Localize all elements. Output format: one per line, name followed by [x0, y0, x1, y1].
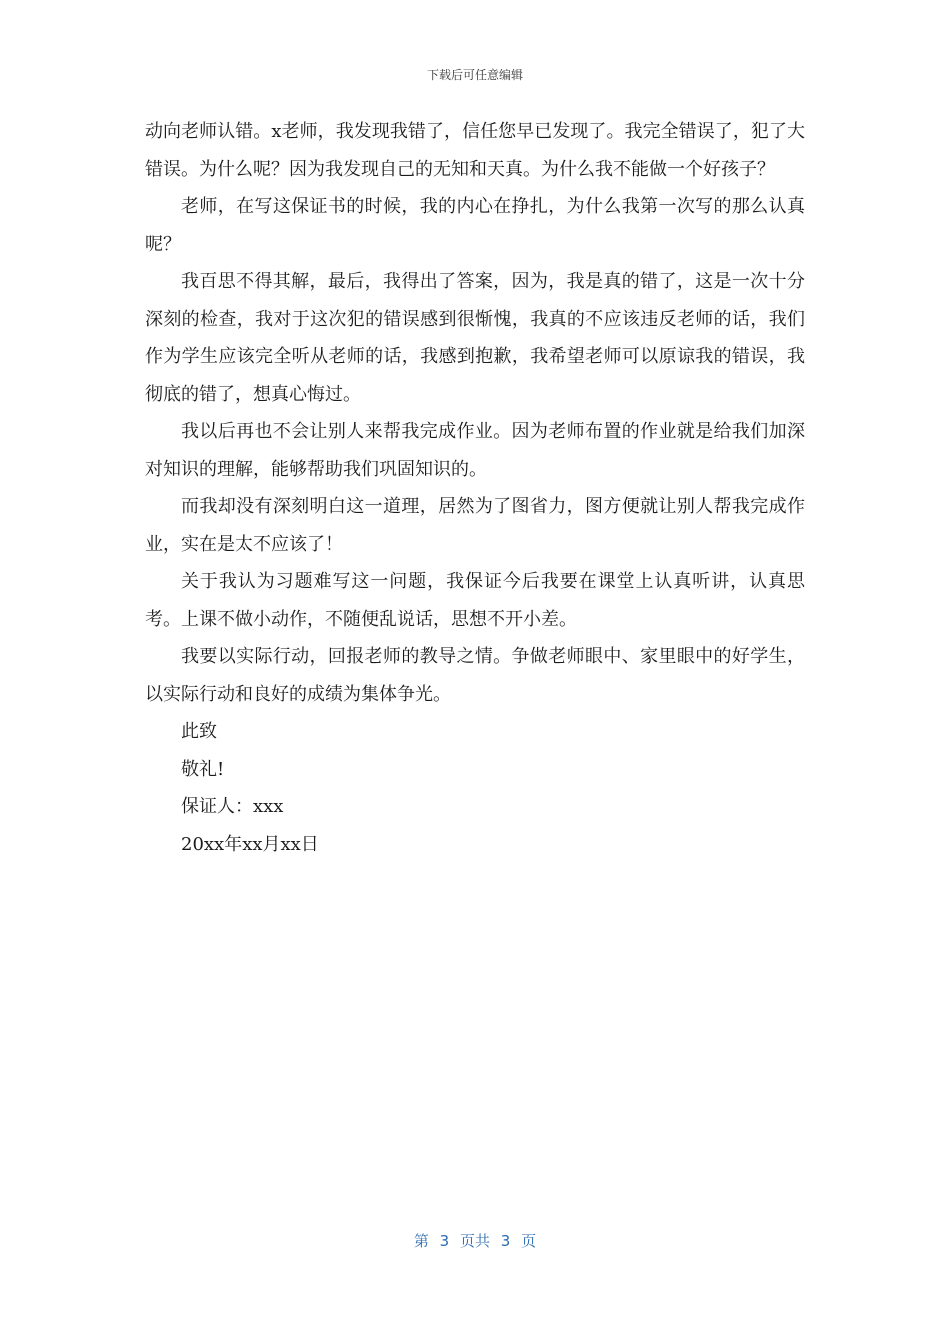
paragraph: 老师，在写这保证书的时候，我的内心在挣扎，为什么我第一次写的那么认真呢？ [145, 196, 805, 255]
closing-line: 此致 [181, 721, 217, 742]
date-line: 20xx年xx月xx日 [181, 833, 319, 855]
paragraph: 关于我认为习题难写这一问题，我保证今后我要在课堂上认真听讲，认真思考。上课不做小动作，不随便乱说话，思想不开小差。 [145, 571, 805, 630]
header-note: 下载后可任意编辑 [426, 68, 523, 82]
signature-line: 保证人：xxx [181, 796, 284, 817]
paragraph: 我以后再也不会让别人来帮我完成作业。因为老师布置的作业就是给我们加深对知识的理解，能够帮助我们巩固知识的。 [145, 421, 805, 480]
document-body [145, 113, 805, 863]
page-number: 第 3 页共 3 页 [413, 1232, 537, 1250]
paragraph-continuation: 动向老师认错。x老师，我发现我错了，信任您早已发现了。我完全错误了，犯了大错误。为什么呢？因为我发现自己的无知和天真。为什么我不能做一个好孩子？ [145, 121, 805, 180]
salutation-line: 敬礼! [181, 758, 225, 780]
page-footer [0, 1230, 950, 1251]
paragraph: 而我却没有深刻明白这一道理，居然为了图省力，图方便就让别人帮我完成作业，实在是太不应该了！ [145, 496, 805, 555]
paragraph: 我要以实际行动，回报老师的教导之情。争做老师眼中、家里眼中的好学生，以实际行动和良好的成绩为集体争光。 [145, 646, 805, 705]
page-header [0, 66, 950, 83]
paragraph: 我百思不得其解，最后，我得出了答案，因为，我是真的错了，这是一次十分深刻的检查，我对于这次犯的错误感到很惭愧，我真的不应该违反老师的话，我们作为学生应该完全听从老师的话，我感到抱歉，我希望老师可以原谅我的错误，我彻底的错了，想真心悔过。 [145, 271, 805, 405]
